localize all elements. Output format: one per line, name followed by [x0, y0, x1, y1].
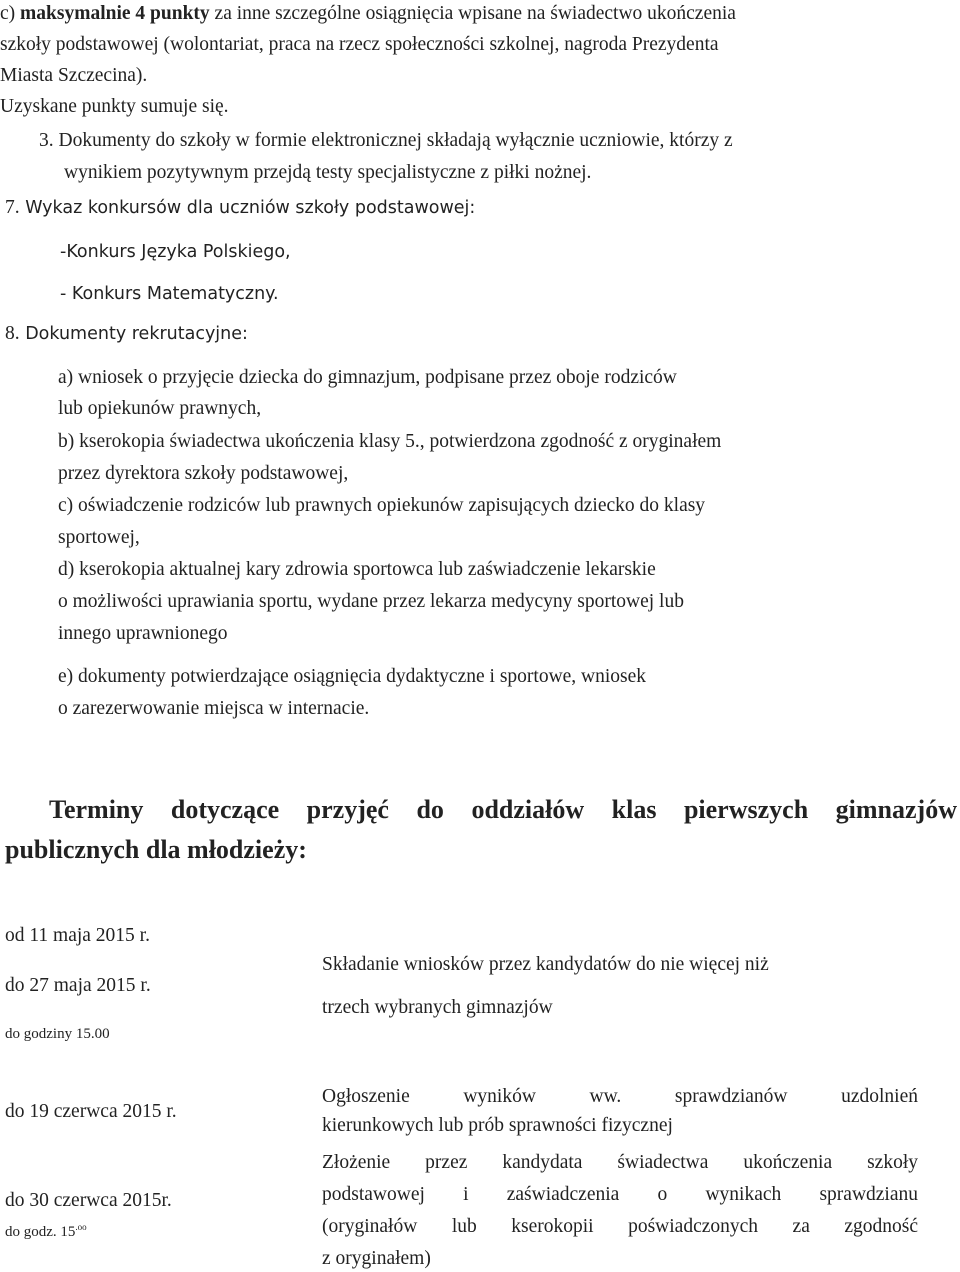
schedule-2-desc-line1: Ogłoszenie wyników ww. sprawdzianów uzdolnień: [322, 1086, 918, 1107]
doc-e-line2: o zarezerwowanie miejsca w internacie.: [58, 698, 370, 719]
schedule-1-desc-line1: Składanie wniosków przez kandydatów do nie więcej niż: [322, 954, 769, 975]
item-8: [5, 322, 248, 346]
schedule-1-hour: do godziny 15.00: [5, 1026, 110, 1042]
schedule-1-date-from: od 11 maja 2015 r.: [5, 925, 150, 946]
doc-d-line1: d) kserokopia aktualnej kary zdrowia sportowca lub zaświadczenie lekarskie: [58, 559, 656, 580]
paragraph-c-line2: szkoły podstawowej (wolontariat, praca na rzecz społeczności szkolnej, nagroda Prezydenta: [0, 34, 719, 55]
schedule-2-date: do 19 czerwca 2015 r.: [5, 1101, 177, 1122]
schedule-3-desc-line3: (oryginałów lub kserokopii poświadczonych za zgodność: [322, 1216, 918, 1237]
schedule-2-desc-line2: kierunkowych lub prób sprawności fizycznej: [322, 1115, 673, 1136]
hour-superscript: .oo: [75, 1222, 87, 1232]
schedule-3-hour: [5, 1215, 87, 1244]
text: za inne szczególne osiągnięcia wpisane na świadectwo ukończenia: [209, 3, 736, 24]
schedule-1-date-to: do 27 maja 2015 r.: [5, 975, 151, 996]
doc-a-line2: lub opiekunów prawnych,: [58, 398, 262, 419]
doc-d-line3: innego uprawnionego: [58, 623, 228, 644]
contest-polish: -Konkurs Języka Polskiego,: [60, 242, 291, 262]
doc-b-line2: przez dyrektora szkoły podstawowej,: [58, 463, 349, 484]
doc-e-line1: e) dokumenty potwierdzające osiągnięcia dydaktyczne i sportowe, wniosek: [58, 666, 647, 687]
item-number: 7.: [5, 197, 20, 218]
section-heading-line2: publicznych dla młodzieży:: [5, 835, 307, 864]
doc-d-line2: o możliwości uprawiania sportu, wydane przez lekarza medycyny sportowej lub: [58, 591, 684, 612]
item-8-text: Dokumenty rekrutacyjne:: [19, 324, 248, 344]
schedule-1-desc-line2: trzech wybranych gimnazjów: [322, 997, 553, 1018]
bold-points: maksymalnie 4 punkty: [20, 3, 210, 24]
schedule-3-desc-line4: z oryginałem): [322, 1248, 431, 1269]
item-number: 8.: [5, 323, 20, 344]
item-7: [5, 196, 475, 220]
doc-b-line1: b) kserokopia świadectwa ukończenia klasy 5., potwierdzona zgodność z oryginałem: [58, 431, 722, 452]
schedule-3-desc-line2: podstawowej i zaświadczenia o wynikach sprawdzianu: [322, 1184, 918, 1205]
item-7-text: Wykaz konkursów dla uczniów szkoły podstawowej:: [19, 198, 476, 218]
sum-note: Uzyskane punkty sumuje się.: [0, 96, 229, 117]
doc-c-line2: sportowej,: [58, 527, 140, 548]
doc-a-line1: a) wniosek o przyjęcie dziecka do gimnazjum, podpisane przez oboje rodziców: [58, 367, 677, 388]
contest-math: - Konkurs Matematyczny.: [60, 284, 279, 304]
item-3-line1: 3. Dokumenty do szkoły w formie elektronicznej składają wyłącznie uczniowie, którzy z: [39, 130, 733, 151]
schedule-3-date: do 30 czerwca 2015r.: [5, 1190, 172, 1211]
doc-c-line1: c) oświadczenie rodziców lub prawnych opiekunów zapisujących dziecko do klasy: [58, 495, 706, 516]
item-label: c): [0, 3, 21, 24]
paragraph-c-line1: [0, 2, 736, 26]
paragraph-c-line3: Miasta Szczecina).: [0, 65, 148, 86]
item-3-line2: wynikiem pozytywnym przejdą testy specjalistyczne z piłki nożnej.: [64, 162, 592, 183]
hour-text: do godz. 15: [5, 1224, 76, 1240]
schedule-3-desc-line1: Złożenie przez kandydata świadectwa ukończenia szkoły: [322, 1152, 918, 1173]
section-heading-line1: Terminy dotyczące przyjęć do oddziałów klas pierwszych gimnazjów: [49, 795, 957, 824]
